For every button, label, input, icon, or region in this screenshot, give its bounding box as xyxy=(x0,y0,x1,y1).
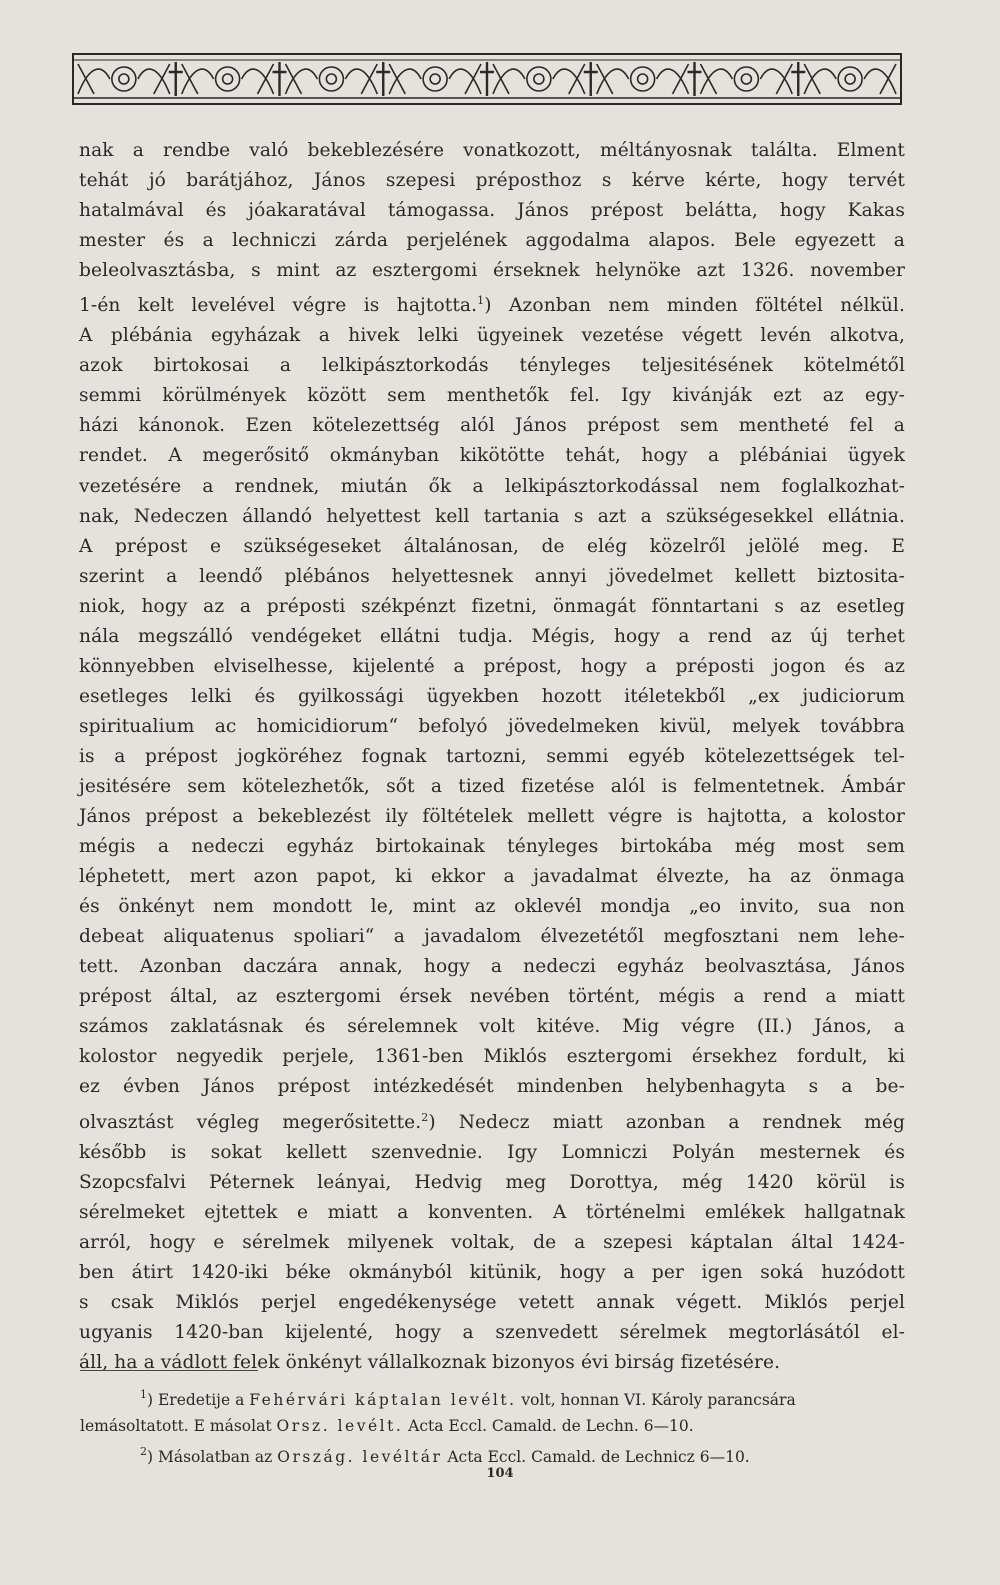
text-line: A plébánia egyházak a hivek lelki ügyeinek vezetése végett levén alkotva, xyxy=(79,325,905,347)
text-line: később is sokat kellett szenvednie. Igy Lomniczi Polyán mesternek és xyxy=(79,1141,905,1163)
ornament-cross xyxy=(169,62,183,96)
ornament-rosette xyxy=(319,67,343,91)
footnote-text: Orsz. levélt. xyxy=(276,1416,404,1435)
text-line: sérelmeket ejtettek e miatt a konventen. A történelmi emlékek hallgatnak xyxy=(79,1201,905,1223)
footnote-text: Eredetije a xyxy=(153,1391,250,1409)
text-line: ez évben János prépost intézkedését mindenben helybenhagyta s a be- xyxy=(79,1076,905,1098)
ornamental-header-border xyxy=(72,50,902,108)
ornament-rosette-center xyxy=(119,74,129,84)
text-line: léphetett, mert azon papot, ki ekkor a javadalmat élvezte, ha az önmaga xyxy=(79,866,905,888)
ornament-rosette xyxy=(838,67,862,91)
text-line: nak a rendbe való bekeblezésére vonatkozott, méltányosnak találta. Elment xyxy=(79,140,905,161)
ornament-rosette xyxy=(527,67,551,91)
ornament-scroll xyxy=(701,64,793,94)
footnote-ref-1: 1 xyxy=(477,294,485,308)
text-line: János prépost a bekeblezést ily föltételek mellett végre is hajtotta, a kolostor xyxy=(79,806,905,828)
ornament-rosette-center xyxy=(430,74,440,84)
text-line: kolostor negyedik perjele, 1361-ben Miklós esztergomi érsekhez fordult, ki xyxy=(79,1046,905,1068)
text-line: is a prépost jogköréhez fognak tartozni, semmi egyéb kötelezettségek tel- xyxy=(79,745,905,767)
text-line: könnyebben elviselhesse, kijelenté a prépost, hogy a préposti jogon és az xyxy=(79,655,905,677)
text-line: Szopcsfalvi Péternek leányai, Hedvig meg Dorottya, még 1420 körül is xyxy=(79,1171,905,1193)
text-line: olvasztást végleg megerősitette.$^2$) Nedecz miatt azonban a rendnek még xyxy=(79,1110,905,1133)
text-line: házi kánonok. Ezen kötelezettség alól János prépost sem mentheté fel a xyxy=(79,415,905,437)
ornament-rosette-center xyxy=(638,74,648,84)
ornament-rosette xyxy=(734,67,758,91)
text-line: debeat aliquatenus spoliari“ a javadalom élvezetétől megfosztani nem lehe- xyxy=(79,926,905,948)
footnote-text: Ország. levéltár xyxy=(277,1448,443,1466)
ornament-rosette-center xyxy=(326,74,336,84)
footnote-text: Acta Eccl. Camald. de Lechnicz 6—10. xyxy=(442,1448,750,1466)
ornament-rosette xyxy=(423,67,447,91)
ornament-rosette xyxy=(216,67,240,91)
footnote-text: Acta Eccl. Camald. de Lechn. 6—10. xyxy=(403,1416,694,1435)
ornament-cross xyxy=(584,62,598,96)
footnote-separator xyxy=(80,1370,258,1371)
footnote-ref-2: 2 xyxy=(421,1110,429,1124)
text-line: niok, hogy az a préposti székpénzt fizetni, önmagát fönntartani s az esetleg xyxy=(79,595,905,617)
text-line: ben átirt 1420-iki béke okmányból kitünik, hogy a per igen soká huzódott xyxy=(79,1261,905,1283)
text-line: 1-én kelt levelével végre is hajtotta.$^1$) Azonban nem minden föltétel nélkül. xyxy=(79,294,905,317)
ornament-cross xyxy=(376,62,390,96)
text-segment: Azonban nem minden föltétel nélkül. xyxy=(508,295,905,317)
ornament-rosette-center xyxy=(845,74,855,84)
text-line: jesitésére sem kötelezhetők, sőt a tized fizetése alól is felmentetnek. Ámbár xyxy=(79,775,905,797)
text-line: nála megszálló vendégeket ellátni tudja. Mégis, hogy a rend az új terhet xyxy=(79,625,905,647)
ornament-cross xyxy=(480,62,494,96)
footnote-marker: 1 xyxy=(140,1388,147,1401)
text-line: arról, hogy e sérelmek milyenek voltak, de a szepesi káptalan által 1424- xyxy=(79,1231,905,1253)
ornament-scroll xyxy=(804,64,896,94)
footnote-1: $^1$) Eredetije a Fehérvári káptalan levélt. volt, honnan VI. Károly parancsára xyxy=(140,1388,796,1409)
footnote-text: volt, honnan VI. Károly parancsára xyxy=(516,1391,796,1409)
text-line: spiritualium ac homicidiorum“ befolyó jövedelmeken kivül, melyek továbbra xyxy=(79,715,905,737)
ornament-rosette-center xyxy=(223,74,233,84)
ornament-scroll xyxy=(182,64,274,94)
ornament-scroll xyxy=(78,64,170,94)
text-line: hatalmával és jóakaratával támogassa. János prépost belátta, hogy Kakas xyxy=(79,200,905,222)
ornament-rosette xyxy=(112,67,136,91)
text-line: szerint a leendő plébános helyettesnek annyi jövedelmet kellett biztosita- xyxy=(79,565,905,587)
text-line: mégis a nedeczi egyház birtokainak tényleges birtokába még most sem xyxy=(79,836,905,858)
text-line: mester és a lechniczi zárda perjelének aggodalma alapos. Bele egyezett a xyxy=(79,230,905,252)
text-line: esetleges lelki és gyilkossági ügyekben hozott itéletekből „ex judiciorum xyxy=(79,685,905,707)
text-segment: 1-én kelt levelével végre is hajtotta. xyxy=(79,295,478,317)
text-line: vezetésére a rendnek, miután ők a lelkipásztorkodással nem foglalkozhat- xyxy=(79,475,905,497)
text-line: prépost által, az esztergomi érsek nevében történt, mégis a rend a miatt xyxy=(79,986,905,1008)
text-line: ugyanis 1420-ban kijelenté, hogy a szenvedett sérelmek megtorlásától el- xyxy=(79,1321,905,1343)
ornament-rosette xyxy=(631,67,655,91)
text-segment: Nedecz miatt azonban a rendnek még xyxy=(458,1111,905,1133)
text-line: nak, Nedeczen állandó helyettest kell tartania s azt a szükségesekkel ellátnia. xyxy=(79,505,905,527)
footnotes xyxy=(80,1382,906,1471)
footnote-text: Fehérvári káptalan levélt. xyxy=(249,1391,517,1409)
text-line: A prépost e szükségeseket általánosan, de elég közelről jelölé meg. E xyxy=(79,535,905,557)
footnote-1-continued xyxy=(80,1414,906,1440)
page-number: 104 xyxy=(486,1466,514,1481)
ornament-rosette-center xyxy=(741,74,751,84)
footnote-marker: 2 xyxy=(140,1445,147,1458)
footnote-2: $^2$) Másolatban az Ország. levéltár Acta Eccl. Camald. de Lechnicz 6—10. xyxy=(140,1445,750,1466)
ornament-cross xyxy=(273,62,287,96)
text-line: s csak Miklós perjel engedékenysége vetett annak végett. Miklós perjel xyxy=(79,1291,905,1313)
ornament-scroll xyxy=(389,64,481,94)
ornament-cross xyxy=(688,62,702,96)
text-line: áll, ha a vádlott felek önkényt vállalkoznak bizonyos évi birság fizetésére. xyxy=(79,1351,781,1373)
text-line: beleolvasztásba, s mint az esztergomi érseknek helynöke azt 1326. november xyxy=(79,260,905,282)
footnote-text: Másolatban az xyxy=(153,1448,278,1466)
text-line: számos zaklatásnak és sérelemnek volt kitéve. Mig végre (II.) János, a xyxy=(79,1016,905,1038)
ornament-rosette-center xyxy=(534,74,544,84)
main-text xyxy=(79,136,905,1378)
text-segment: olvasztást végleg megerősitette. xyxy=(79,1111,422,1133)
text-line: tett. Azonban daczára annak, hogy a nedeczi egyház beolvasztása, János xyxy=(79,956,905,978)
ornament-scroll xyxy=(597,64,689,94)
text-line: és önkényt nem mondott le, mint az oklevél mondja „eo invito, sua non xyxy=(79,896,905,918)
footnote-text: lemásoltatott. E másolat xyxy=(80,1416,277,1435)
text-line: tehát jó barátjához, János szepesi préposthoz s kérve kérte, hogy tervét xyxy=(79,170,905,192)
text-line: azok birtokosai a lelkipásztorkodás tényleges teljesitésének kötelmétől xyxy=(79,355,905,377)
ornament-scroll xyxy=(493,64,585,94)
text-line: rendet. A megerősitő okmányban kikötötte tehát, hogy a plébániai ügyek xyxy=(79,445,905,467)
text-line: semmi körülmények között sem menthetők fel. Igy kivánják ezt az egy- xyxy=(79,385,905,407)
ornament-scroll xyxy=(286,64,378,94)
ornament-cross xyxy=(791,62,805,96)
